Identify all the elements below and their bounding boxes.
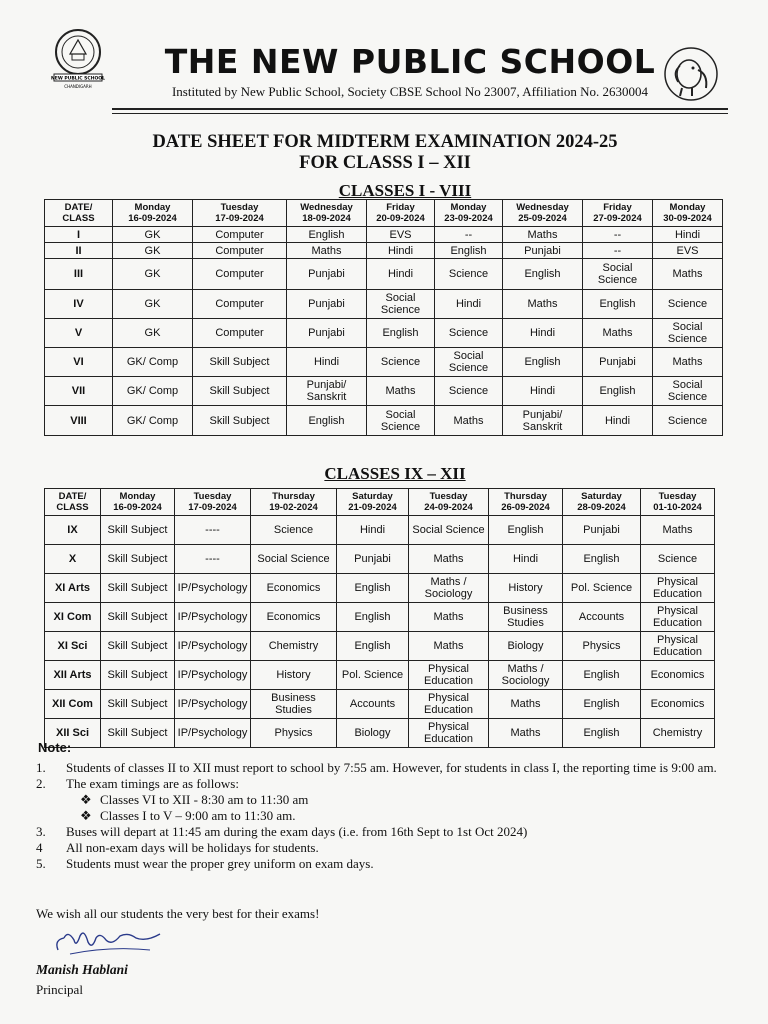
class-cell: V: [45, 319, 113, 348]
header-date: 01-10-2024: [653, 502, 702, 513]
title-line-2: FOR CLASSS I – XII: [299, 153, 471, 173]
header-date: 18-09-2024: [302, 213, 351, 224]
subject-cell: Punjabi: [287, 290, 367, 319]
subject-cell: Hindi: [503, 319, 583, 348]
subject-cell: Physical Education: [409, 690, 489, 719]
subject-cell: Maths / Sociology: [409, 574, 489, 603]
section-heading-classes-i-viii: CLASSES I - VIII: [338, 181, 472, 200]
subject-cell: English: [563, 719, 641, 748]
subject-cell: Social Science: [367, 290, 435, 319]
header-date: 24-09-2024: [424, 502, 473, 513]
date-column-header: [641, 489, 715, 516]
subject-cell: Accounts: [563, 603, 641, 632]
closing-message: We wish all our students the very best for their exams!: [36, 906, 320, 921]
note-number: 3.: [36, 824, 46, 839]
subject-cell: Science: [653, 406, 723, 436]
subject-cell: History: [489, 574, 563, 603]
table-row: [45, 661, 715, 690]
subject-cell: Hindi: [435, 290, 503, 319]
subject-cell: GK/ Comp: [113, 377, 193, 406]
date-sheet-title: [60, 132, 710, 174]
class-cell: XII Com: [45, 690, 101, 719]
subject-cell: Skill Subject: [101, 603, 175, 632]
subject-cell: Hindi: [653, 227, 723, 243]
subject-cell: Maths: [653, 348, 723, 377]
subject-cell: Physical Education: [641, 632, 715, 661]
note-text: All non-exam days will be holidays for students.: [66, 840, 319, 855]
subject-cell: History: [251, 661, 337, 690]
table-row: [45, 227, 723, 243]
subject-cell: IP/Psychology: [175, 632, 251, 661]
header-day: Friday: [386, 202, 415, 213]
subject-cell: Maths: [409, 632, 489, 661]
header-date: 26-09-2024: [501, 502, 550, 513]
header-date: CLASS: [62, 213, 95, 224]
header-date: CLASS: [56, 502, 89, 513]
header-date: 17-09-2024: [215, 213, 264, 224]
subject-cell: Hindi: [367, 243, 435, 259]
subject-cell: Social Science: [435, 348, 503, 377]
datesheet-table-classes-i-viii: [44, 199, 723, 436]
subject-cell: Computer: [193, 227, 287, 243]
subject-cell: English: [503, 259, 583, 290]
table-row: [45, 290, 723, 319]
principal-title: Principal: [36, 982, 83, 997]
header-day: Tuesday: [220, 202, 259, 213]
subject-cell: Maths: [503, 290, 583, 319]
logo-city: CHANDIGARH: [64, 84, 92, 89]
header-day: Friday: [603, 202, 632, 213]
table-row: [45, 348, 723, 377]
header-day: Thursday: [504, 491, 547, 502]
subject-cell: English: [563, 661, 641, 690]
class-cell: XI Com: [45, 603, 101, 632]
subject-cell: Science: [641, 545, 715, 574]
table-row: [45, 603, 715, 632]
subject-cell: Physical Education: [409, 719, 489, 748]
header-day: Saturday: [352, 491, 393, 502]
subject-cell: Science: [367, 348, 435, 377]
subject-cell: Science: [435, 259, 503, 290]
date-class-header: [45, 489, 101, 516]
subject-cell: Social Science: [583, 259, 653, 290]
header-day: Wednesday: [300, 202, 353, 213]
logo-text: NEW PUBLIC SCHOOL: [51, 76, 105, 82]
date-column-header: [653, 200, 723, 227]
subject-cell: ----: [175, 516, 251, 545]
header-day: DATE/: [64, 202, 93, 213]
subject-cell: Skill Subject: [193, 377, 287, 406]
elephant-mascot-logo: [662, 44, 720, 106]
date-column-header: [287, 200, 367, 227]
subject-cell: Physical Education: [409, 661, 489, 690]
subject-cell: Physical Education: [641, 574, 715, 603]
date-column-header: [101, 489, 175, 516]
class-cell: XII Arts: [45, 661, 101, 690]
subject-cell: English: [583, 290, 653, 319]
subject-cell: Social Science: [251, 545, 337, 574]
date-column-header: [583, 200, 653, 227]
class-cell: II: [45, 243, 113, 259]
header-date: 17-09-2024: [188, 502, 237, 513]
subject-cell: Physical Education: [641, 603, 715, 632]
subject-cell: Skill Subject: [101, 661, 175, 690]
note-text: Buses will depart at 11:45 am during the exam days (i.e. from 16th Sept to 1st Oct 2024): [66, 824, 528, 839]
date-column-header: [175, 489, 251, 516]
header-day: Monday: [669, 202, 706, 213]
subject-cell: IP/Psychology: [175, 574, 251, 603]
school-crest-logo: [48, 26, 108, 92]
title-line-1: DATE SHEET FOR MIDTERM EXAMINATION 2024-25: [152, 132, 618, 152]
subject-cell: Pol. Science: [563, 574, 641, 603]
handwritten-signature: [50, 926, 170, 962]
subject-cell: Skill Subject: [101, 719, 175, 748]
subject-cell: --: [435, 227, 503, 243]
class-cell: IX: [45, 516, 101, 545]
subject-cell: Punjabi: [583, 348, 653, 377]
subject-cell: Maths: [641, 516, 715, 545]
subject-cell: Maths: [409, 545, 489, 574]
class-cell: VI: [45, 348, 113, 377]
table-row: [45, 377, 723, 406]
principal-name: Manish Hablani: [36, 962, 128, 977]
subject-cell: IP/Psychology: [175, 690, 251, 719]
note-number: 4: [36, 840, 43, 855]
subject-cell: English: [583, 377, 653, 406]
header-row: [45, 489, 715, 516]
subject-cell: GK/ Comp: [113, 348, 193, 377]
class-cell: III: [45, 259, 113, 290]
header-date: 25-09-2024: [518, 213, 567, 224]
subject-cell: Biology: [337, 719, 409, 748]
subject-cell: Business Studies: [489, 603, 563, 632]
subject-cell: Physics: [563, 632, 641, 661]
header-date: 19-02-2024: [269, 502, 318, 513]
subject-cell: Hindi: [583, 406, 653, 436]
subject-cell: Punjabi: [563, 516, 641, 545]
date-column-header: [113, 200, 193, 227]
header-day: Thursday: [272, 491, 315, 502]
subject-cell: ----: [175, 545, 251, 574]
header-date: 16-09-2024: [113, 502, 162, 513]
subject-cell: Hindi: [489, 545, 563, 574]
subject-cell: Hindi: [367, 259, 435, 290]
subject-cell: Science: [653, 290, 723, 319]
note-sub-text: Classes VI to XII - 8:30 am to 11:30 am: [100, 792, 309, 807]
subject-cell: Economics: [641, 690, 715, 719]
note-sub-item: [36, 792, 736, 808]
subject-cell: Economics: [641, 661, 715, 690]
subject-cell: Punjabi: [337, 545, 409, 574]
subject-cell: GK: [113, 319, 193, 348]
subject-cell: IP/Psychology: [175, 719, 251, 748]
table-row: [45, 632, 715, 661]
subject-cell: --: [583, 227, 653, 243]
subject-cell: Skill Subject: [101, 690, 175, 719]
class-cell: I: [45, 227, 113, 243]
subject-cell: GK: [113, 243, 193, 259]
note-item: [36, 824, 736, 840]
subject-cell: Skill Subject: [101, 574, 175, 603]
subject-cell: Punjabi: [503, 243, 583, 259]
subject-cell: English: [337, 574, 409, 603]
notes-title: Note:: [38, 740, 72, 755]
subject-cell: GK: [113, 259, 193, 290]
subject-cell: Skill Subject: [101, 545, 175, 574]
table-row: [45, 516, 715, 545]
subject-cell: Punjabi: [287, 259, 367, 290]
subject-cell: Hindi: [503, 377, 583, 406]
section-heading-classes-ix-xii: CLASSES IX – XII: [324, 464, 466, 483]
class-cell: XII Sci: [45, 719, 101, 748]
subject-cell: Maths: [435, 406, 503, 436]
class-cell: VII: [45, 377, 113, 406]
subject-cell: Maths / Sociology: [489, 661, 563, 690]
date-class-header: [45, 200, 113, 227]
header-day: Tuesday: [429, 491, 468, 502]
subject-cell: GK/ Comp: [113, 406, 193, 436]
class-cell: VIII: [45, 406, 113, 436]
note-number: 2.: [36, 776, 46, 791]
table-row: [45, 319, 723, 348]
subject-cell: Punjabi: [287, 319, 367, 348]
diamond-bullet-icon: ❖: [80, 792, 92, 807]
subject-cell: Computer: [193, 290, 287, 319]
note-item: [36, 760, 736, 776]
subject-cell: Social Science: [653, 377, 723, 406]
date-column-header: [489, 489, 563, 516]
subject-cell: English: [287, 227, 367, 243]
table-row: [45, 545, 715, 574]
subject-cell: Biology: [489, 632, 563, 661]
note-text: Students must wear the proper grey uniform on exam days.: [66, 856, 374, 871]
note-sub-text: Classes I to V – 9:00 am to 11:30 am.: [100, 808, 296, 823]
subject-cell: Accounts: [337, 690, 409, 719]
header-day: Monday: [450, 202, 487, 213]
subject-cell: Business Studies: [251, 690, 337, 719]
date-column-header: [563, 489, 641, 516]
note-number: 5.: [36, 856, 46, 871]
table-row: [45, 690, 715, 719]
date-column-header: [337, 489, 409, 516]
header-date: 21-09-2024: [348, 502, 397, 513]
subject-cell: English: [337, 603, 409, 632]
class-cell: IV: [45, 290, 113, 319]
subject-cell: English: [337, 632, 409, 661]
subject-cell: Science: [435, 377, 503, 406]
subject-cell: Maths: [489, 719, 563, 748]
note-text: Students of classes II to XII must report to school by 7:55 am. However, for students in class I, the reporting time is 9:00 am.: [66, 760, 717, 775]
subject-cell: EVS: [367, 227, 435, 243]
header-date: 27-09-2024: [593, 213, 642, 224]
date-column-header: [409, 489, 489, 516]
subject-cell: --: [583, 243, 653, 259]
subject-cell: Social Science: [653, 319, 723, 348]
header-day: Tuesday: [193, 491, 232, 502]
subject-cell: Economics: [251, 574, 337, 603]
subject-cell: Punjabi/ Sanskrit: [503, 406, 583, 436]
header-date: 28-09-2024: [577, 502, 626, 513]
table-row: [45, 574, 715, 603]
subject-cell: English: [287, 406, 367, 436]
class-cell: X: [45, 545, 101, 574]
subject-cell: English: [503, 348, 583, 377]
subject-cell: Social Science: [409, 516, 489, 545]
subject-cell: Hindi: [287, 348, 367, 377]
note-text: The exam timings are as follows:: [66, 776, 239, 791]
subject-cell: Pol. Science: [337, 661, 409, 690]
header-day: DATE/: [58, 491, 87, 502]
subject-cell: GK: [113, 227, 193, 243]
note-number: 1.: [36, 760, 46, 775]
subject-cell: Physics: [251, 719, 337, 748]
school-subtitle: Instituted by New Public School, Society CBSE School No 23007, Affiliation No. 2630004: [171, 84, 649, 99]
date-column-header: [251, 489, 337, 516]
date-column-header: [193, 200, 287, 227]
subject-cell: EVS: [653, 243, 723, 259]
subject-cell: English: [367, 319, 435, 348]
subject-cell: Computer: [193, 243, 287, 259]
date-column-header: [367, 200, 435, 227]
note-item: [36, 856, 736, 872]
header-day: Wednesday: [516, 202, 569, 213]
header-date: 20-09-2024: [376, 213, 425, 224]
subject-cell: Science: [435, 319, 503, 348]
subject-cell: English: [563, 545, 641, 574]
table-row: [45, 243, 723, 259]
subject-cell: Punjabi/ Sanskrit: [287, 377, 367, 406]
subject-cell: English: [435, 243, 503, 259]
header-day: Monday: [119, 491, 156, 502]
subject-cell: Maths: [409, 603, 489, 632]
datesheet-table-classes-ix-xii: [44, 488, 715, 748]
header-divider: [112, 108, 728, 110]
note-sub-item: [36, 808, 736, 824]
subject-cell: Chemistry: [641, 719, 715, 748]
date-column-header: [503, 200, 583, 227]
subject-cell: Skill Subject: [193, 348, 287, 377]
table-row: [45, 406, 723, 436]
diamond-bullet-icon: ❖: [80, 808, 92, 823]
subject-cell: Computer: [193, 319, 287, 348]
subject-cell: Maths: [583, 319, 653, 348]
subject-cell: Chemistry: [251, 632, 337, 661]
subject-cell: Maths: [503, 227, 583, 243]
subject-cell: IP/Psychology: [175, 661, 251, 690]
subject-cell: Science: [251, 516, 337, 545]
subject-cell: IP/Psychology: [175, 603, 251, 632]
table-row: [45, 259, 723, 290]
header-day: Tuesday: [658, 491, 697, 502]
subject-cell: Economics: [251, 603, 337, 632]
subject-cell: Hindi: [337, 516, 409, 545]
note-item: [36, 776, 736, 792]
note-item: [36, 840, 736, 856]
subject-cell: Maths: [653, 259, 723, 290]
table-row: [45, 719, 715, 748]
date-column-header: [435, 200, 503, 227]
subject-cell: Skill Subject: [101, 516, 175, 545]
header-day: Saturday: [581, 491, 622, 502]
subject-cell: Maths: [367, 377, 435, 406]
subject-cell: English: [489, 516, 563, 545]
school-name: THE NEW PUBLIC SCHOOL: [164, 42, 656, 81]
subject-cell: English: [563, 690, 641, 719]
header-date: 16-09-2024: [128, 213, 177, 224]
notes-list: [36, 760, 736, 872]
subject-cell: Skill Subject: [193, 406, 287, 436]
subject-cell: Computer: [193, 259, 287, 290]
header-date: 23-09-2024: [444, 213, 493, 224]
subject-cell: Skill Subject: [101, 632, 175, 661]
subject-cell: Social Science: [367, 406, 435, 436]
class-cell: XI Sci: [45, 632, 101, 661]
class-cell: XI Arts: [45, 574, 101, 603]
subject-cell: GK: [113, 290, 193, 319]
subject-cell: Maths: [287, 243, 367, 259]
header-date: 30-09-2024: [663, 213, 712, 224]
subject-cell: Maths: [489, 690, 563, 719]
header-row: [45, 200, 723, 227]
header-divider-thin: [112, 113, 728, 114]
header-day: Monday: [134, 202, 171, 213]
